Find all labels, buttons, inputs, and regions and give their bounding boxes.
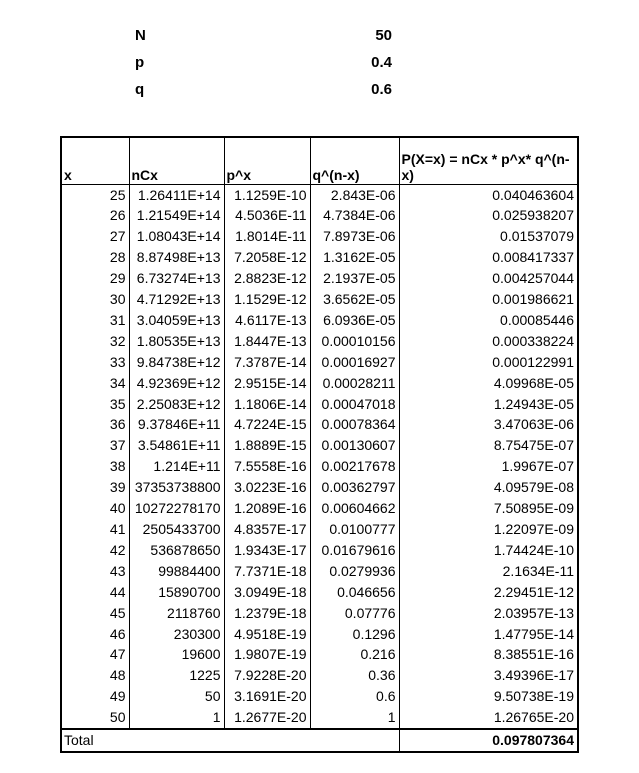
cell-q-pow-n-minus-x[interactable]: 0.07776 xyxy=(310,603,399,624)
cell-p-pow-x[interactable]: 4.9518E-19 xyxy=(224,624,310,645)
cell-q-pow-n-minus-x[interactable]: 0.00028211 xyxy=(310,373,399,394)
cell-probability[interactable]: 4.09579E-08 xyxy=(399,477,578,498)
cell-p-pow-x[interactable]: 7.3787E-14 xyxy=(224,352,310,373)
cell-p-pow-x[interactable]: 1.1259E-10 xyxy=(224,184,310,205)
total-label: Total xyxy=(61,729,399,752)
cell-x[interactable]: 41 xyxy=(61,519,129,540)
cell-x[interactable]: 42 xyxy=(61,540,129,561)
param-value-q[interactable]: 0.6 xyxy=(371,81,392,98)
cell-ncx[interactable]: 15890700 xyxy=(129,582,224,603)
table-row xyxy=(61,624,578,645)
cell-p-pow-x[interactable]: 1.8014E-11 xyxy=(224,226,310,247)
param-label-n: N xyxy=(135,27,146,44)
cell-x[interactable]: 30 xyxy=(61,289,129,310)
cell-probability[interactable]: 9.50738E-19 xyxy=(399,686,578,707)
cell-q-pow-n-minus-x[interactable]: 0.00016927 xyxy=(310,352,399,373)
cell-probability[interactable]: 3.47063E-06 xyxy=(399,414,578,435)
cell-x[interactable]: 32 xyxy=(61,331,129,352)
cell-ncx[interactable]: 1.80535E+13 xyxy=(129,331,224,352)
table-row xyxy=(61,373,578,394)
table-row xyxy=(61,540,578,561)
table-row xyxy=(61,331,578,352)
total-value[interactable]: 0.097807364 xyxy=(399,729,578,752)
cell-q-pow-n-minus-x[interactable]: 2.843E-06 xyxy=(310,184,399,205)
cell-ncx[interactable]: 1 xyxy=(129,707,224,729)
cell-probability[interactable]: 1.24943E-05 xyxy=(399,394,578,415)
table-row xyxy=(61,394,578,415)
header-ncx: nCx xyxy=(129,137,224,184)
table-row xyxy=(61,352,578,373)
cell-x[interactable]: 49 xyxy=(61,686,129,707)
table-row xyxy=(61,268,578,289)
cell-p-pow-x[interactable]: 4.8357E-17 xyxy=(224,519,310,540)
table-row xyxy=(61,435,578,456)
cell-p-pow-x[interactable]: 3.1691E-20 xyxy=(224,686,310,707)
cell-ncx[interactable]: 3.54861E+11 xyxy=(129,435,224,456)
table-row xyxy=(61,498,578,519)
cell-p-pow-x[interactable]: 4.6117E-13 xyxy=(224,310,310,331)
cell-q-pow-n-minus-x[interactable]: 0.00362797 xyxy=(310,477,399,498)
cell-q-pow-n-minus-x[interactable]: 0.216 xyxy=(310,644,399,665)
cell-probability[interactable]: 3.49396E-17 xyxy=(399,665,578,686)
cell-ncx[interactable]: 6.73274E+13 xyxy=(129,268,224,289)
cell-p-pow-x[interactable]: 1.9343E-17 xyxy=(224,540,310,561)
cell-q-pow-n-minus-x[interactable]: 0.00047018 xyxy=(310,394,399,415)
table-row xyxy=(61,205,578,226)
cell-p-pow-x[interactable]: 1.2089E-16 xyxy=(224,498,310,519)
table-row xyxy=(61,644,578,665)
cell-probability[interactable]: 0.00085446 xyxy=(399,310,578,331)
cell-x[interactable]: 36 xyxy=(61,414,129,435)
cell-q-pow-n-minus-x[interactable]: 0.00217678 xyxy=(310,456,399,477)
cell-p-pow-x[interactable]: 1.1529E-12 xyxy=(224,289,310,310)
table-row xyxy=(61,665,578,686)
table-row xyxy=(61,561,578,582)
cell-p-pow-x[interactable]: 1.2379E-18 xyxy=(224,603,310,624)
param-label-q: q xyxy=(135,81,145,98)
param-value-n[interactable]: 50 xyxy=(375,27,392,44)
cell-x[interactable]: 33 xyxy=(61,352,129,373)
cell-x[interactable]: 28 xyxy=(61,247,129,268)
cell-probability[interactable]: 1.9967E-07 xyxy=(399,456,578,477)
table-row xyxy=(61,707,578,729)
cell-p-pow-x[interactable]: 3.0223E-16 xyxy=(224,477,310,498)
cell-x[interactable]: 25 xyxy=(61,184,129,205)
cell-q-pow-n-minus-x[interactable]: 6.0936E-05 xyxy=(310,310,399,331)
cell-q-pow-n-minus-x[interactable]: 4.7384E-06 xyxy=(310,205,399,226)
cell-x[interactable]: 48 xyxy=(61,665,129,686)
cell-ncx[interactable]: 1.26411E+14 xyxy=(129,184,224,205)
cell-q-pow-n-minus-x[interactable]: 0.6 xyxy=(310,686,399,707)
cell-probability[interactable]: 0.000338224 xyxy=(399,331,578,352)
cell-p-pow-x[interactable]: 7.5558E-16 xyxy=(224,456,310,477)
cell-x[interactable]: 34 xyxy=(61,373,129,394)
cell-probability[interactable]: 1.22097E-09 xyxy=(399,519,578,540)
cell-ncx[interactable]: 4.71292E+13 xyxy=(129,289,224,310)
cell-q-pow-n-minus-x[interactable]: 2.1937E-05 xyxy=(310,268,399,289)
cell-probability[interactable]: 7.50895E-09 xyxy=(399,498,578,519)
cell-p-pow-x[interactable]: 1.2677E-20 xyxy=(224,707,310,729)
cell-p-pow-x[interactable]: 7.9228E-20 xyxy=(224,665,310,686)
header-q-pow-n-minus-x: q^(n-x) xyxy=(310,137,399,184)
param-value-p[interactable]: 0.4 xyxy=(371,54,392,71)
cell-q-pow-n-minus-x[interactable]: 1 xyxy=(310,707,399,729)
param-row-n xyxy=(135,22,392,49)
cell-probability[interactable]: 0.000122991 xyxy=(399,352,578,373)
cell-ncx[interactable]: 10272278170 xyxy=(129,498,224,519)
cell-x[interactable]: 27 xyxy=(61,226,129,247)
cell-probability[interactable]: 0.025938207 xyxy=(399,205,578,226)
table-row xyxy=(61,603,578,624)
table-header xyxy=(61,137,578,184)
cell-q-pow-n-minus-x[interactable]: 0.36 xyxy=(310,665,399,686)
cell-p-pow-x[interactable]: 2.9515E-14 xyxy=(224,373,310,394)
table-row xyxy=(61,414,578,435)
cell-ncx[interactable]: 9.84738E+12 xyxy=(129,352,224,373)
table-row xyxy=(61,289,578,310)
cell-p-pow-x[interactable]: 1.8447E-13 xyxy=(224,331,310,352)
cell-x[interactable]: 40 xyxy=(61,498,129,519)
cell-probability[interactable]: 8.38551E-16 xyxy=(399,644,578,665)
cell-q-pow-n-minus-x[interactable]: 0.00078364 xyxy=(310,414,399,435)
cell-p-pow-x[interactable]: 7.7371E-18 xyxy=(224,561,310,582)
cell-q-pow-n-minus-x[interactable]: 0.00130607 xyxy=(310,435,399,456)
cell-x[interactable]: 47 xyxy=(61,644,129,665)
cell-ncx[interactable]: 9.37846E+11 xyxy=(129,414,224,435)
table-row xyxy=(61,686,578,707)
cell-probability[interactable]: 0.008417337 xyxy=(399,247,578,268)
cell-ncx[interactable]: 1.21549E+14 xyxy=(129,205,224,226)
cell-q-pow-n-minus-x[interactable]: 3.6562E-05 xyxy=(310,289,399,310)
table-row xyxy=(61,456,578,477)
cell-probability[interactable]: 2.29451E-12 xyxy=(399,582,578,603)
cell-q-pow-n-minus-x[interactable]: 0.00604662 xyxy=(310,498,399,519)
param-row-q xyxy=(135,76,392,103)
table-row xyxy=(61,247,578,268)
cell-q-pow-n-minus-x[interactable]: 0.1296 xyxy=(310,624,399,645)
cell-ncx[interactable]: 3.04059E+13 xyxy=(129,310,224,331)
table-row xyxy=(61,184,578,205)
table-row xyxy=(61,226,578,247)
cell-probability[interactable]: 1.74424E-10 xyxy=(399,540,578,561)
cell-p-pow-x[interactable]: 3.0949E-18 xyxy=(224,582,310,603)
cell-p-pow-x[interactable]: 4.5036E-11 xyxy=(224,205,310,226)
header-p-pow-x: p^x xyxy=(224,137,310,184)
cell-p-pow-x[interactable]: 4.7224E-15 xyxy=(224,414,310,435)
total-row xyxy=(61,729,578,752)
cell-ncx[interactable]: 37353738800 xyxy=(129,477,224,498)
table-row xyxy=(61,477,578,498)
cell-x[interactable]: 45 xyxy=(61,603,129,624)
cell-x[interactable]: 26 xyxy=(61,205,129,226)
table-row xyxy=(61,310,578,331)
cell-p-pow-x[interactable]: 7.2058E-12 xyxy=(224,247,310,268)
cell-ncx[interactable]: 8.87498E+13 xyxy=(129,247,224,268)
cell-x[interactable]: 50 xyxy=(61,707,129,729)
cell-x[interactable]: 38 xyxy=(61,456,129,477)
cell-ncx[interactable]: 2118760 xyxy=(129,603,224,624)
cell-probability[interactable]: 0.004257044 xyxy=(399,268,578,289)
binomial-table xyxy=(60,136,579,753)
cell-q-pow-n-minus-x[interactable]: 0.01679616 xyxy=(310,540,399,561)
cell-probability[interactable]: 1.26765E-20 xyxy=(399,707,578,729)
header-x: x xyxy=(61,137,129,184)
cell-q-pow-n-minus-x[interactable]: 1.3162E-05 xyxy=(310,247,399,268)
cell-x[interactable]: 37 xyxy=(61,435,129,456)
param-row-p xyxy=(135,49,392,76)
cell-probability[interactable]: 2.03957E-13 xyxy=(399,603,578,624)
cell-probability[interactable]: 1.47795E-14 xyxy=(399,624,578,645)
cell-ncx[interactable]: 99884400 xyxy=(129,561,224,582)
table-row xyxy=(61,519,578,540)
cell-q-pow-n-minus-x[interactable]: 0.046656 xyxy=(310,582,399,603)
cell-ncx[interactable]: 19600 xyxy=(129,644,224,665)
binomial-table-container xyxy=(60,136,579,753)
cell-ncx[interactable]: 536878650 xyxy=(129,540,224,561)
param-label-p: p xyxy=(135,54,145,71)
header-row xyxy=(61,137,578,184)
cell-probability[interactable]: 0.040463604 xyxy=(399,184,578,205)
cell-ncx[interactable]: 2.25083E+12 xyxy=(129,394,224,415)
cell-x[interactable]: 46 xyxy=(61,624,129,645)
cell-x[interactable]: 35 xyxy=(61,394,129,415)
cell-x[interactable]: 29 xyxy=(61,268,129,289)
cell-probability[interactable]: 0.001986621 xyxy=(399,289,578,310)
table-footer xyxy=(61,729,578,752)
cell-probability[interactable]: 2.1634E-11 xyxy=(399,561,578,582)
cell-probability[interactable]: 8.75475E-07 xyxy=(399,435,578,456)
cell-ncx[interactable]: 230300 xyxy=(129,624,224,645)
cell-x[interactable]: 44 xyxy=(61,582,129,603)
cell-p-pow-x[interactable]: 1.9807E-19 xyxy=(224,644,310,665)
header-probability: P(X=x) = nCx * p^x* q^(n-x) xyxy=(399,137,578,184)
cell-ncx[interactable]: 2505433700 xyxy=(129,519,224,540)
cell-p-pow-x[interactable]: 1.1806E-14 xyxy=(224,394,310,415)
cell-probability[interactable]: 4.09968E-05 xyxy=(399,373,578,394)
parameter-block xyxy=(135,22,392,103)
cell-p-pow-x[interactable]: 2.8823E-12 xyxy=(224,268,310,289)
cell-probability[interactable]: 0.01537079 xyxy=(399,226,578,247)
cell-p-pow-x[interactable]: 1.8889E-15 xyxy=(224,435,310,456)
cell-x[interactable]: 31 xyxy=(61,310,129,331)
cell-ncx[interactable]: 4.92369E+12 xyxy=(129,373,224,394)
cell-ncx[interactable]: 1.08043E+14 xyxy=(129,226,224,247)
cell-ncx[interactable]: 1225 xyxy=(129,665,224,686)
table-body xyxy=(61,184,578,729)
table-row xyxy=(61,582,578,603)
cell-x[interactable]: 39 xyxy=(61,477,129,498)
cell-q-pow-n-minus-x[interactable]: 0.00010156 xyxy=(310,331,399,352)
cell-x[interactable]: 43 xyxy=(61,561,129,582)
cell-q-pow-n-minus-x[interactable]: 7.8973E-06 xyxy=(310,226,399,247)
cell-q-pow-n-minus-x[interactable]: 0.0100777 xyxy=(310,519,399,540)
cell-ncx[interactable]: 50 xyxy=(129,686,224,707)
cell-q-pow-n-minus-x[interactable]: 0.0279936 xyxy=(310,561,399,582)
cell-ncx[interactable]: 1.214E+11 xyxy=(129,456,224,477)
